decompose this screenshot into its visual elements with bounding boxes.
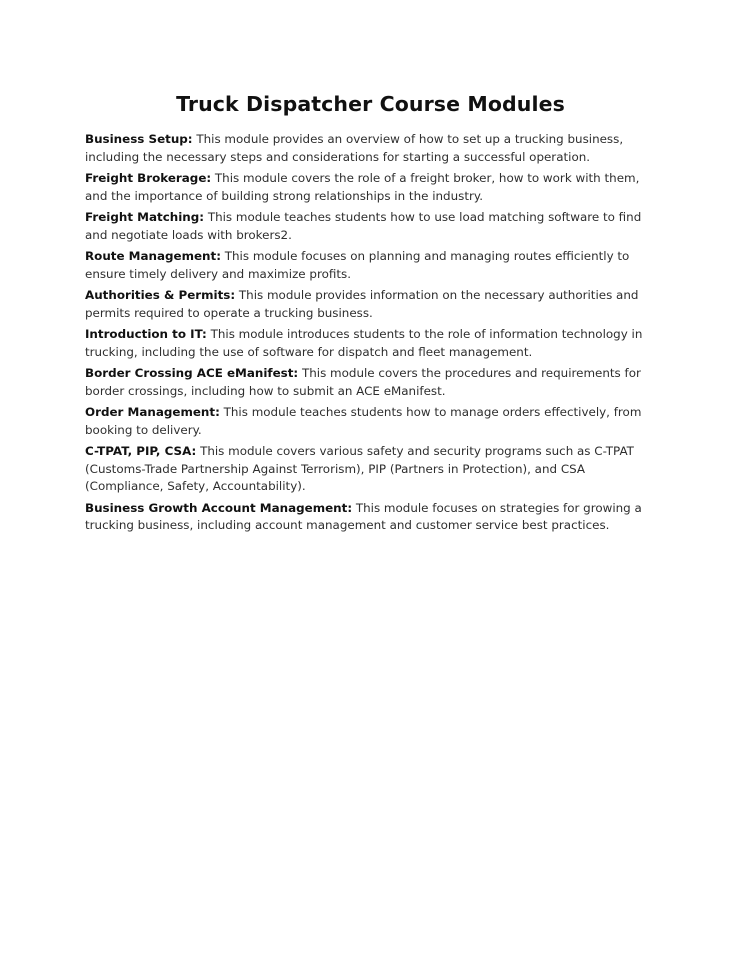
module-item-business-setup bbox=[85, 131, 660, 166]
module-list bbox=[85, 131, 660, 539]
module-name: Business Setup: bbox=[85, 132, 193, 146]
module-item-route-management bbox=[85, 248, 660, 283]
module-description: This module covers the role of a freight broker, how to work with them, and the importance of building strong relationships in the industry. bbox=[85, 171, 640, 203]
module-item-introduction-to-it bbox=[85, 326, 660, 361]
module-name: Freight Matching: bbox=[85, 210, 205, 224]
module-description: This module introduces students to the role of information technology in trucking, including the use of software for dispatch and fleet management. bbox=[85, 327, 643, 359]
module-name: Order Management: bbox=[85, 405, 220, 419]
module-description: This module teaches students how to use load matching software to find and negotiate loads with brokers2. bbox=[85, 210, 642, 242]
module-description: This module covers various safety and security programs such as C-TPAT (Customs-Trade Partnership Against Terrorism), PIP (Partners in Protection), and CSA (Compliance, Safety, Accountability). bbox=[85, 444, 634, 493]
module-name: Border Crossing ACE eManifest: bbox=[85, 366, 299, 380]
module-name: Business Growth Account Management: bbox=[85, 500, 353, 515]
module-name: Route Management: bbox=[85, 249, 221, 263]
module-item-authorities-permits bbox=[85, 287, 660, 322]
module-name: Introduction to IT: bbox=[85, 327, 207, 341]
module-item-ctpat-pip-csa bbox=[85, 443, 660, 496]
module-description: This module provides information on the necessary authorities and permits required to operate a trucking business. bbox=[85, 288, 639, 320]
module-item-border-crossing bbox=[85, 365, 660, 400]
module-description: This module focuses on strategies for growing a trucking business, including account management and customer service best practices. bbox=[85, 500, 642, 532]
module-item-freight-matching bbox=[85, 209, 660, 244]
module-description: This module provides an overview of how to set up a trucking business, including the necessary steps and considerations for starting a successful operation. bbox=[85, 132, 624, 164]
module-description: This module covers the procedures and requirements for border crossings, including how to submit an ACE eManifest. bbox=[85, 366, 641, 398]
module-name: Freight Brokerage: bbox=[85, 171, 212, 185]
module-name: C-TPAT, PIP, CSA: bbox=[85, 444, 197, 458]
module-name: Authorities & Permits: bbox=[85, 288, 236, 302]
module-item-freight-brokerage bbox=[85, 170, 660, 205]
module-item-order-management bbox=[85, 404, 660, 439]
module-description: This module focuses on planning and managing routes efficiently to ensure timely delivery and maximize profits. bbox=[85, 249, 630, 281]
module-item-business-growth bbox=[85, 500, 660, 535]
page-title: Truck Dispatcher Course Modules bbox=[176, 92, 565, 116]
module-description: This module teaches students how to manage orders effectively, from booking to delivery. bbox=[85, 405, 642, 437]
